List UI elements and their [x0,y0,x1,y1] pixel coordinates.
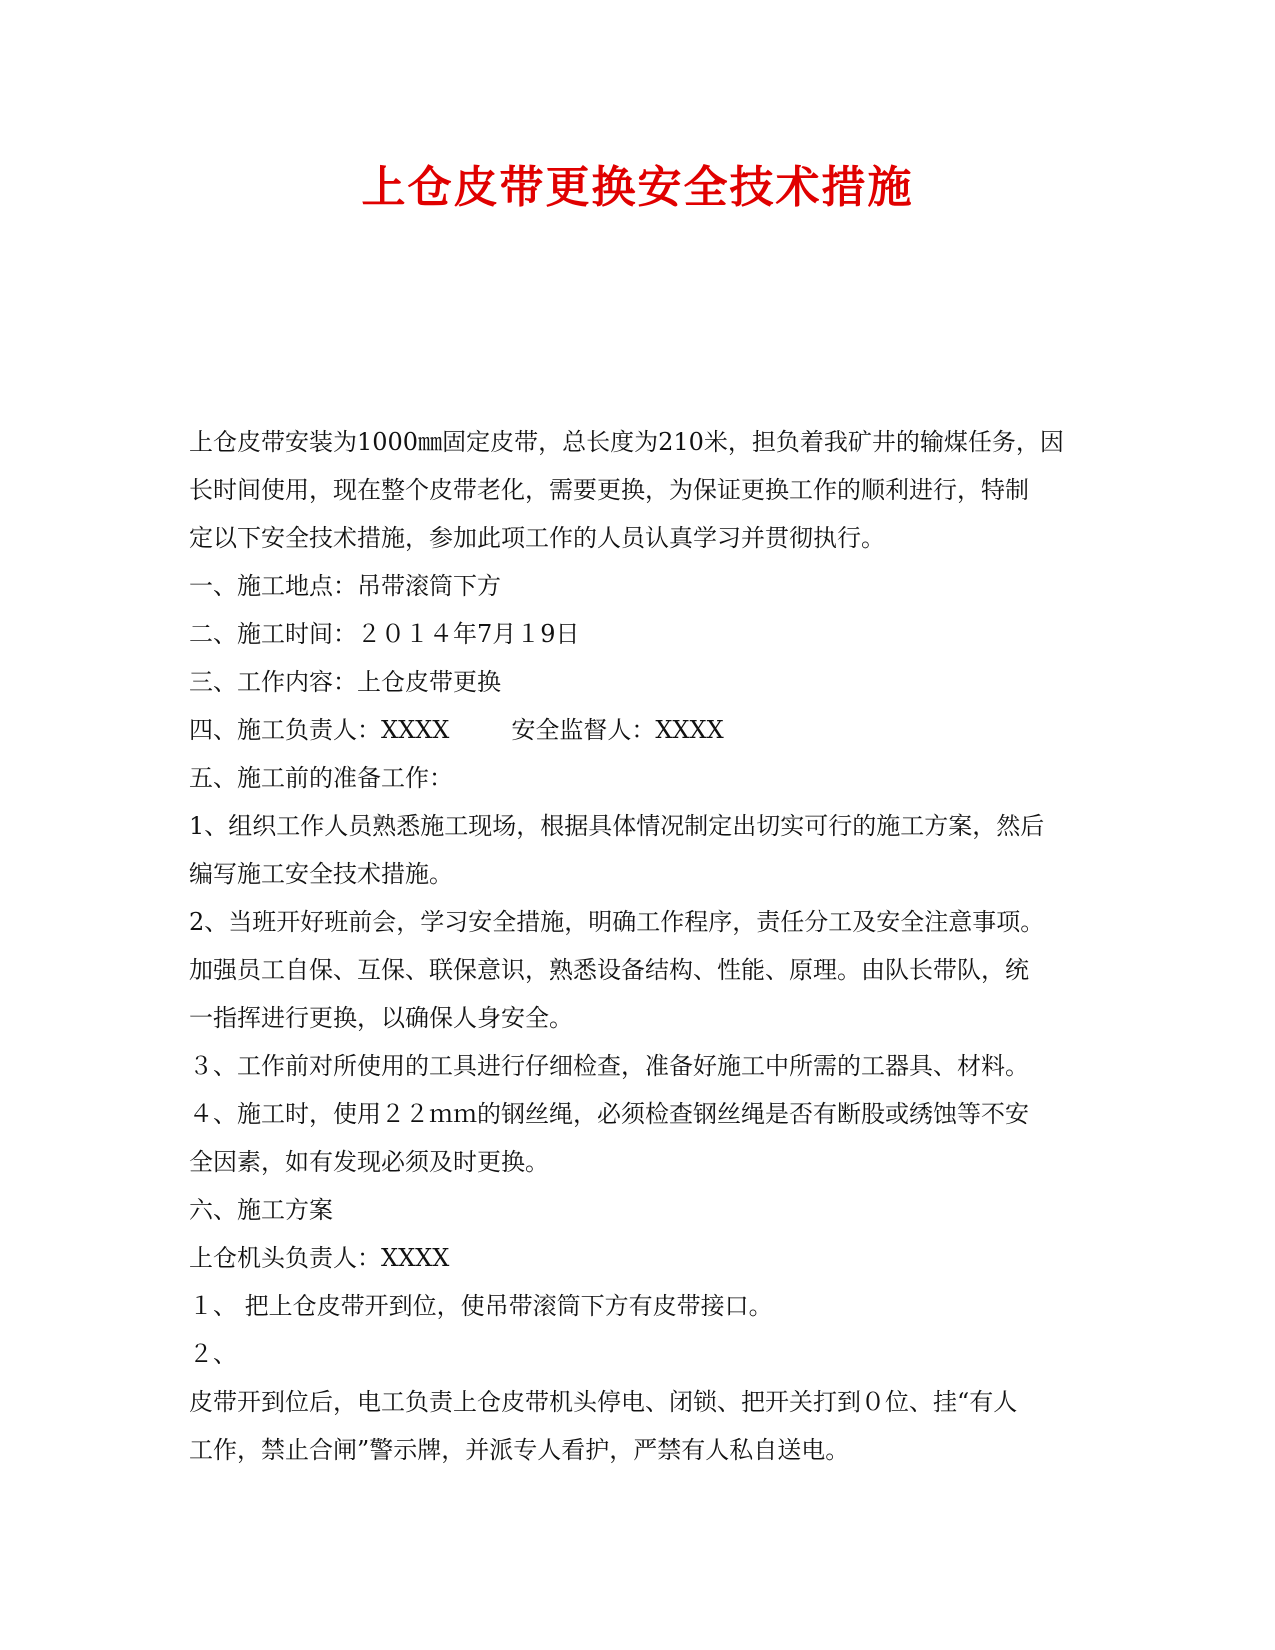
prep-item-1-line-1: 1、组织工作人员熟悉施工现场，根据具体情况制定出切实可行的施工方案，然后 [189,812,1045,840]
section-responsible [189,706,1089,754]
prep-item-4-line-1: ４、施工时，使用２２ｍｍ的钢丝绳，必须检查钢丝绳是否有断股或绣蚀等不安 [189,1100,1029,1128]
section-content: 三、工作内容：上仓皮带更换 [189,668,501,696]
prep-item-3: ３、工作前对所使用的工具进行仔细检查，准备好施工中所需的工器具、材料。 [189,1052,1029,1080]
prep-item-2-line-2: 加强员工自保、互保、联保意识，熟悉设备结构、性能、原理。由队长带队，统 [189,956,1029,984]
safety-supervisor: 安全监督人：XXXX [511,716,724,744]
plan-item-2-line-2: 工作，禁止合闸”警示牌，并派专人看护，严禁有人私自送电。 [189,1436,850,1464]
section-plan: 六、施工方案 [189,1196,333,1224]
section-location: 一、施工地点：吊带滚筒下方 [189,572,501,600]
document-title: 上仓皮带更换安全技术措施 [361,162,914,213]
document-body [189,418,1089,1474]
prep-item-2-line-1: 2、当班开好班前会，学习安全措施，明确工作程序，责任分工及安全注意事项。 [189,908,1045,936]
prep-item-2-line-3: 一指挥进行更换，以确保人身安全。 [189,1004,573,1032]
prep-item-1-line-2: 编写施工安全技术措施。 [189,860,453,888]
plan-item-2-number: ２、 [189,1340,237,1368]
plan-item-1: １、 把上仓皮带开到位，使吊带滚筒下方有皮带接口。 [189,1292,773,1320]
head-responsible: 上仓机头负责人：XXXX [189,1244,450,1272]
body-line-1: 上仓皮带安装为1000㎜固定皮带，总长度为210米，担负着我矿井的输煤任务，因 [189,428,1064,456]
prep-item-4-line-2: 全因素，如有发现必须及时更换。 [189,1148,549,1176]
construction-responsible: 四、施工负责人：XXXX [189,716,450,744]
body-line-3: 定以下安全技术措施，参加此项工作的人员认真学习并贯彻执行。 [189,524,885,552]
body-line-2: 长时间使用，现在整个皮带老化，需要更换，为保证更换工作的顺利进行，特制 [189,476,1029,504]
plan-item-2-line-1: 皮带开到位后，电工负责上仓皮带机头停电、闭锁、把开关打到０位、挂“有人 [189,1388,1018,1416]
section-preparation: 五、施工前的准备工作： [189,764,453,792]
section-time: 二、施工时间：２０１４年7月１9日 [189,620,580,648]
